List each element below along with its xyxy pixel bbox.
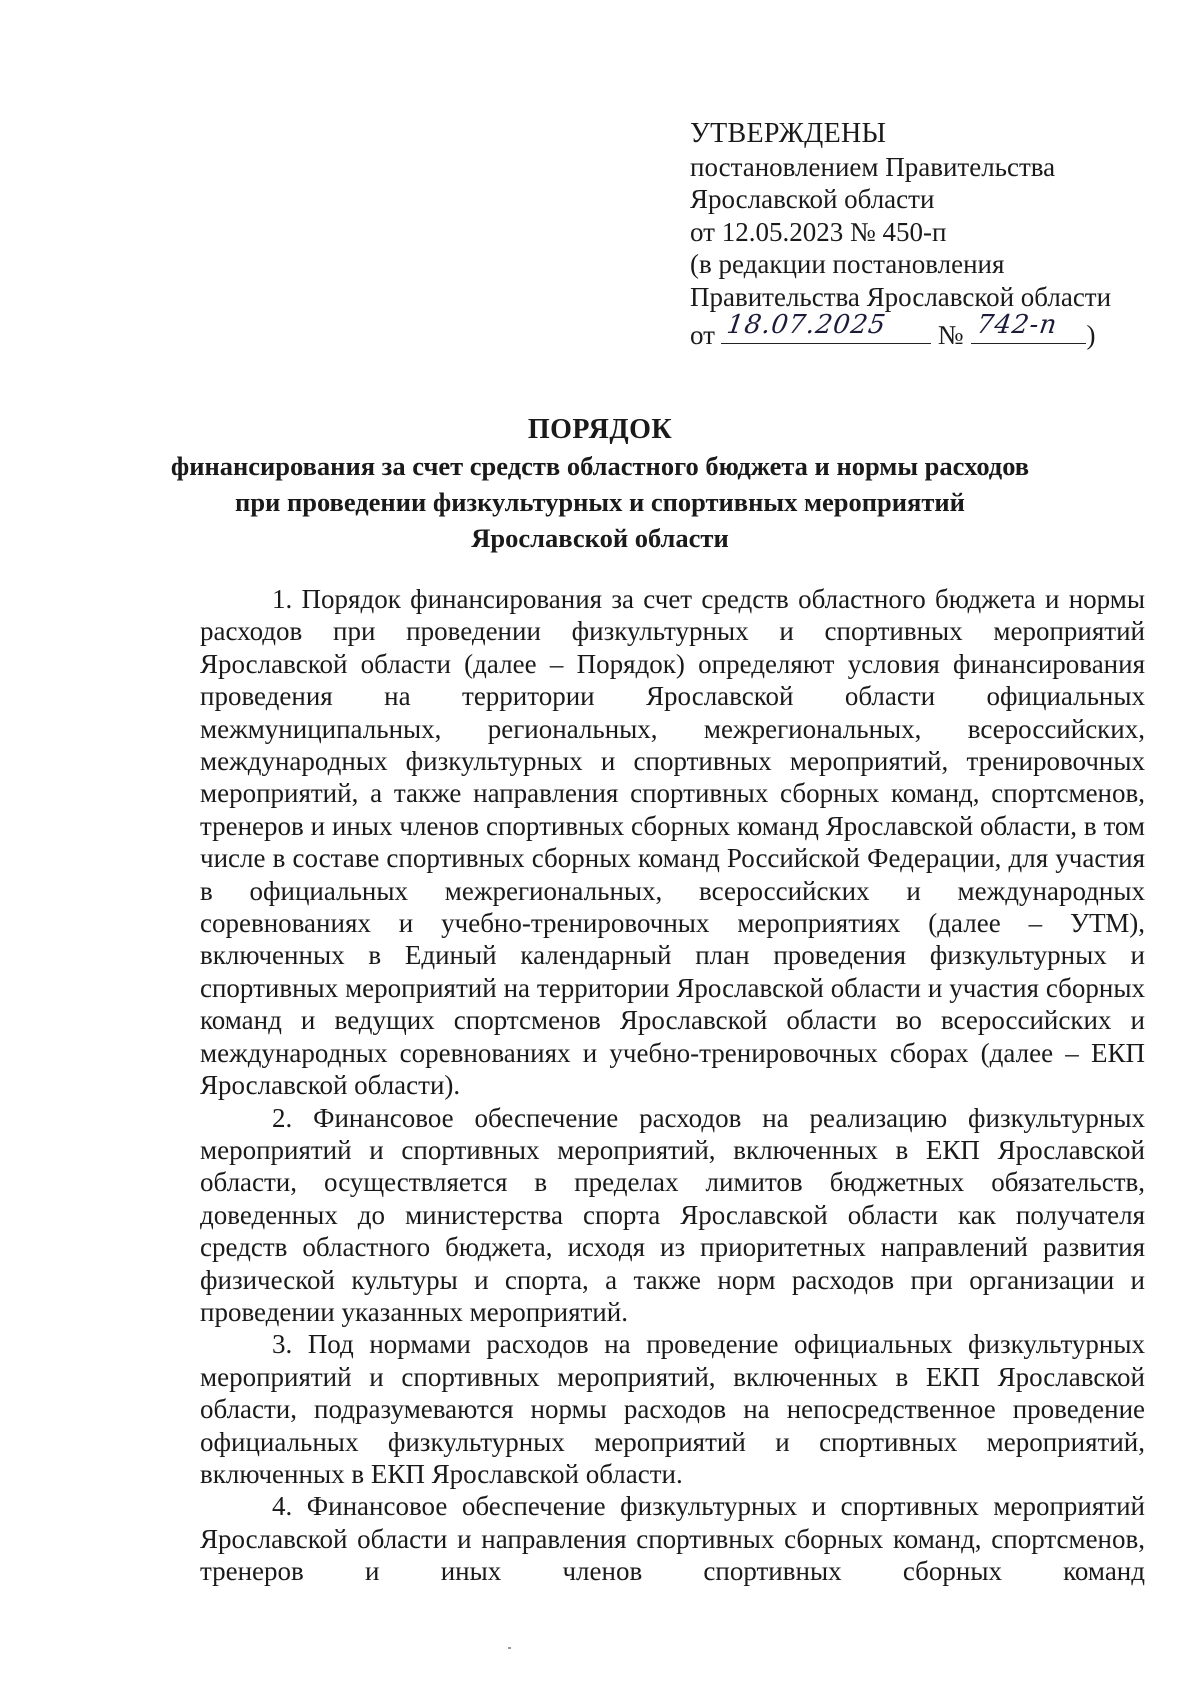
paragraph-2: 2. Финансовое обеспечение расходов на реализацию физкультурных мероприятий и спортивных мероприятий, включенных в ЕКП Ярославской области, осуществляется в пределах лимитов бюджетных обязательств, доведенных до министерства спорта Ярославской области как получателя средств областного бюджета, исходя из приоритетных направлений развития физической культуры и спорта, а также норм расходов при организации и проведении указанных мероприятий.	[200, 1102, 1145, 1327]
handwritten-date-field	[721, 309, 931, 344]
paragraph-4: 4. Финансовое обеспечение физкультурных и спортивных мероприятий Ярославской области и направления спортивных сборных команд, спортсменов, тренеров и иных членов спортивных сборных команд	[200, 1491, 1145, 1587]
approval-line: Ярославской области	[690, 184, 935, 214]
approval-heading: УТВЕРЖДЕНЫ	[690, 118, 887, 149]
scan-speck	[508, 1647, 511, 1649]
title-main: ПОРЯДОК	[527, 414, 673, 445]
document-title	[150, 413, 1050, 555]
handwritten-date: 18.07.2025	[724, 309, 888, 340]
title-line-3: Ярославской области	[471, 523, 729, 553]
paragraph-1: 1. Порядок финансирования за счет средств областного бюджета и нормы расходов при проведении физкультурных и спортивных мероприятий Ярославской области (далее – Порядок) определяют условия финансирования проведения на территории Ярославской области официальных межмуниципальных, региональных, межрегиональных, всероссийских, международных физкультурных и спортивных мероприятий, тренировочных мероприятий, а также направления спортивных сборных команд, спортсменов, тренеров и иных членов спортивных сборных команд Ярославской области, в том числе в составе спортивных сборных команд Российской Федерации, для участия в официальных межрегиональных, всероссийских и международных соревнованиях и учебно-тренировочных мероприятиях (далее – УТМ), включенных в Единый календарный план проведения физкультурных и спортивных мероприятий на территории Ярославской области и участия сборных команд и ведущих спортсменов Ярославской области во всероссийских и международных соревнованиях и учебно-тренировочных сборах (далее – ЕКП Ярославской области).	[200, 584, 1145, 1101]
approval-line: (в редакции постановления	[690, 249, 1005, 279]
number-label: №	[937, 320, 964, 350]
from-label: от	[690, 320, 715, 350]
title-line-2: при проведении физкультурных и спортивных мероприятий	[235, 487, 965, 517]
handwritten-number-field	[971, 309, 1086, 344]
closing-paren: )	[1086, 320, 1096, 350]
amendment-date-line	[690, 309, 1170, 352]
approval-stamp	[690, 118, 1170, 352]
paragraph-3: 3. Под нормами расходов на проведение официальных физкультурных мероприятий и спортивных мероприятий, включенных в ЕКП Ярославской области, подразумеваются нормы расходов на непосредственное проведение официальных физкультурных мероприятий и спортивных мероприятий, включенных в ЕКП Ярославской области.	[200, 1329, 1145, 1489]
approval-line: постановлением Правительства	[690, 151, 1056, 182]
document-body	[200, 583, 1145, 1588]
approval-line: от 12.05.2023 № 450-п	[690, 216, 947, 247]
handwritten-number: 742-п	[975, 309, 1060, 340]
title-line-1: финансирования за счет средств областного бюджета и нормы расходов	[170, 451, 1030, 481]
approval-line: Правительства Ярославской области	[690, 281, 1112, 312]
